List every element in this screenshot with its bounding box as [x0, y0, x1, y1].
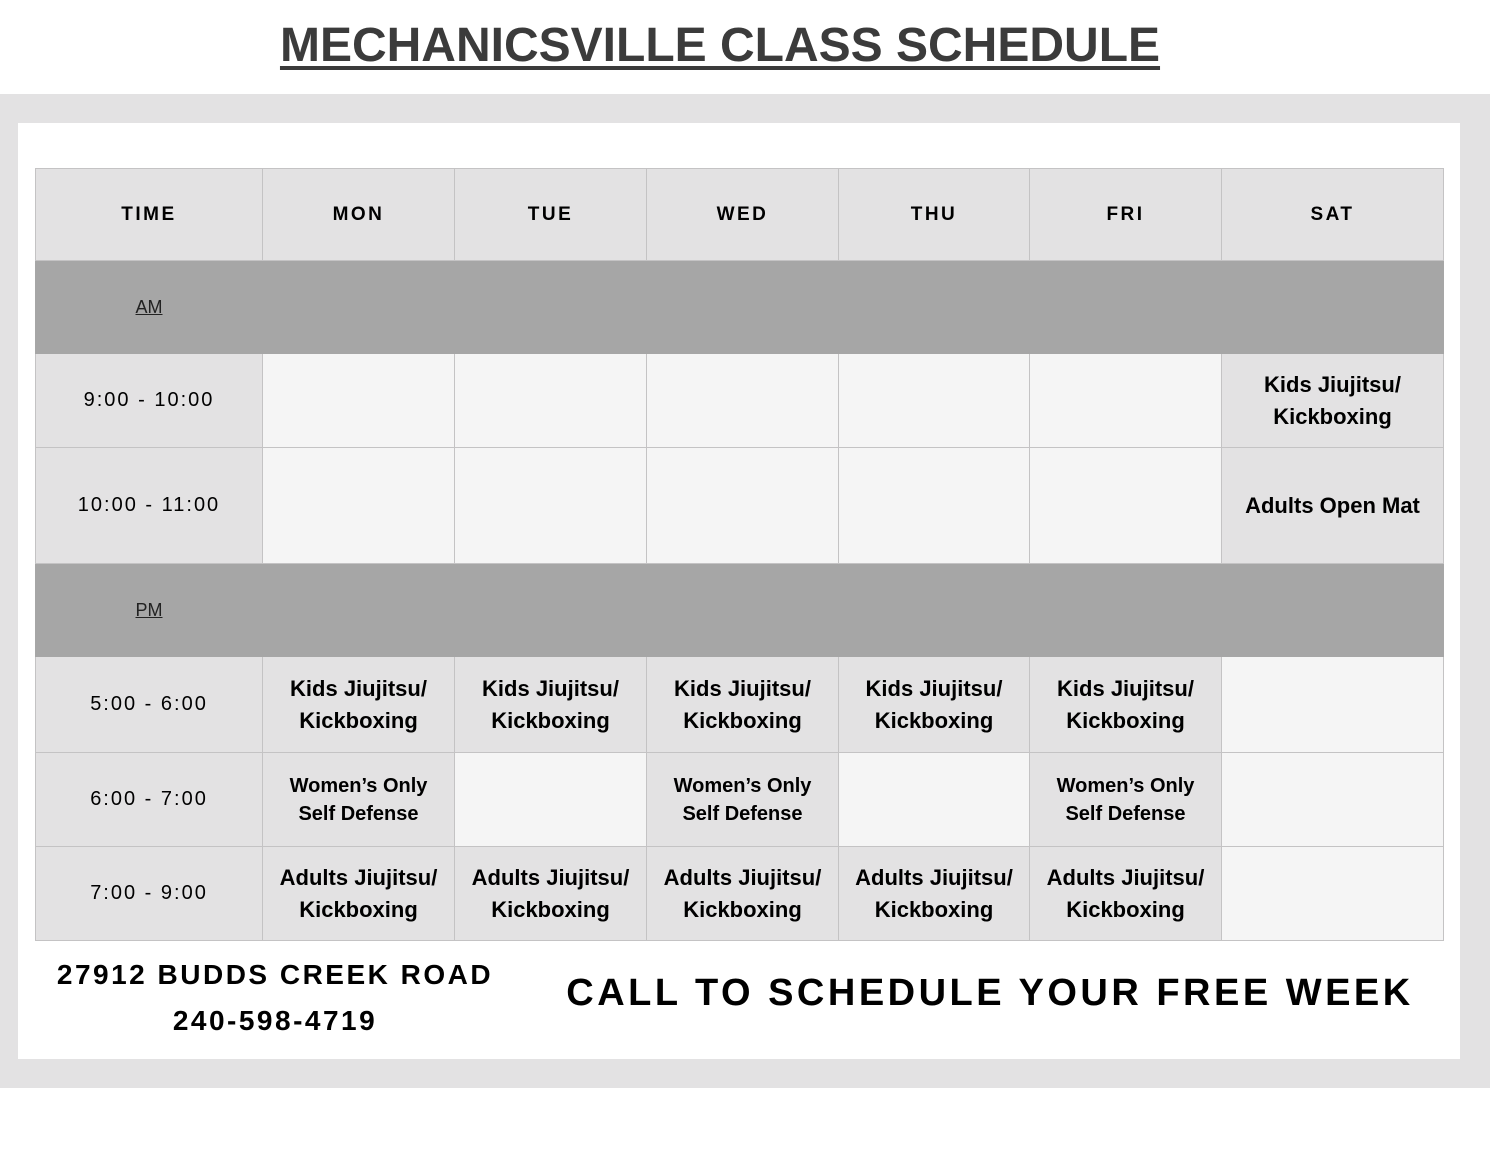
phone-number: 240-598-4719 — [172, 1005, 378, 1036]
class-cell-mon: Women’s Only Self Defense — [263, 753, 455, 847]
class-cell-thu — [839, 753, 1030, 847]
table-row — [36, 847, 1444, 941]
class-cell-wed — [647, 448, 839, 564]
class-cell-tue: Adults Jiujitsu/ Kickboxing — [455, 847, 647, 941]
section-row-pm — [36, 564, 1444, 657]
class-cell-sat — [1222, 753, 1444, 847]
class-cell-thu: Adults Jiujitsu/ Kickboxing — [839, 847, 1030, 941]
header-wed: WED — [647, 169, 839, 261]
page-title: MECHANICSVILLE CLASS SCHEDULE — [279, 19, 1161, 72]
class-cell-tue — [455, 354, 647, 448]
time-slot: 5:00 - 6:00 — [36, 657, 263, 753]
class-cell-fri: Adults Jiujitsu/ Kickboxing — [1030, 847, 1222, 941]
class-cell-tue — [455, 448, 647, 564]
header-mon: MON — [263, 169, 455, 261]
schedule-body — [36, 261, 1444, 941]
class-cell-wed: Adults Jiujitsu/ Kickboxing — [647, 847, 839, 941]
section-band — [263, 564, 1444, 657]
section-band — [263, 261, 1444, 354]
class-cell-fri — [1030, 354, 1222, 448]
class-cell-wed — [647, 354, 839, 448]
time-slot: 7:00 - 9:00 — [36, 847, 263, 941]
time-slot: 10:00 - 11:00 — [36, 448, 263, 564]
class-cell-sat: Kids Jiujitsu/ Kickboxing — [1222, 354, 1444, 448]
class-cell-mon: Adults Jiujitsu/ Kickboxing — [263, 847, 455, 941]
class-cell-wed: Women’s Only Self Defense — [647, 753, 839, 847]
class-cell-fri: Kids Jiujitsu/ Kickboxing — [1030, 657, 1222, 753]
class-cell-mon — [263, 448, 455, 564]
class-cell-tue — [455, 753, 647, 847]
class-cell-mon: Kids Jiujitsu/ Kickboxing — [263, 657, 455, 753]
class-cell-sat: Adults Open Mat — [1222, 448, 1444, 564]
table-row — [36, 354, 1444, 448]
header-sat: SAT — [1222, 169, 1444, 261]
class-cell-thu — [839, 354, 1030, 448]
time-slot: 6:00 - 7:00 — [36, 753, 263, 847]
class-cell-sat — [1222, 657, 1444, 753]
class-cell-fri — [1030, 448, 1222, 564]
table-row — [36, 448, 1444, 564]
section-row-am — [36, 261, 1444, 354]
section-label: PM — [36, 564, 263, 657]
class-cell-fri: Women’s Only Self Defense — [1030, 753, 1222, 847]
section-label: AM — [36, 261, 263, 354]
class-cell-sat — [1222, 847, 1444, 941]
call-to-action: CALL TO SCHEDULE YOUR FREE WEEK — [566, 972, 1414, 1014]
header-tue: TUE — [455, 169, 647, 261]
header-thu: THU — [839, 169, 1030, 261]
class-cell-thu — [839, 448, 1030, 564]
header-fri: FRI — [1030, 169, 1222, 261]
schedule-table — [35, 168, 1444, 941]
header-row — [36, 169, 1444, 261]
class-cell-thu: Kids Jiujitsu/ Kickboxing — [839, 657, 1030, 753]
time-slot: 9:00 - 10:00 — [36, 354, 263, 448]
contact-info — [35, 952, 515, 1044]
class-cell-mon — [263, 354, 455, 448]
class-cell-wed: Kids Jiujitsu/ Kickboxing — [647, 657, 839, 753]
address: 27912 BUDDS CREEK ROAD — [56, 959, 494, 990]
header-time: TIME — [36, 169, 263, 261]
table-row — [36, 753, 1444, 847]
table-row — [36, 657, 1444, 753]
class-cell-tue: Kids Jiujitsu/ Kickboxing — [455, 657, 647, 753]
